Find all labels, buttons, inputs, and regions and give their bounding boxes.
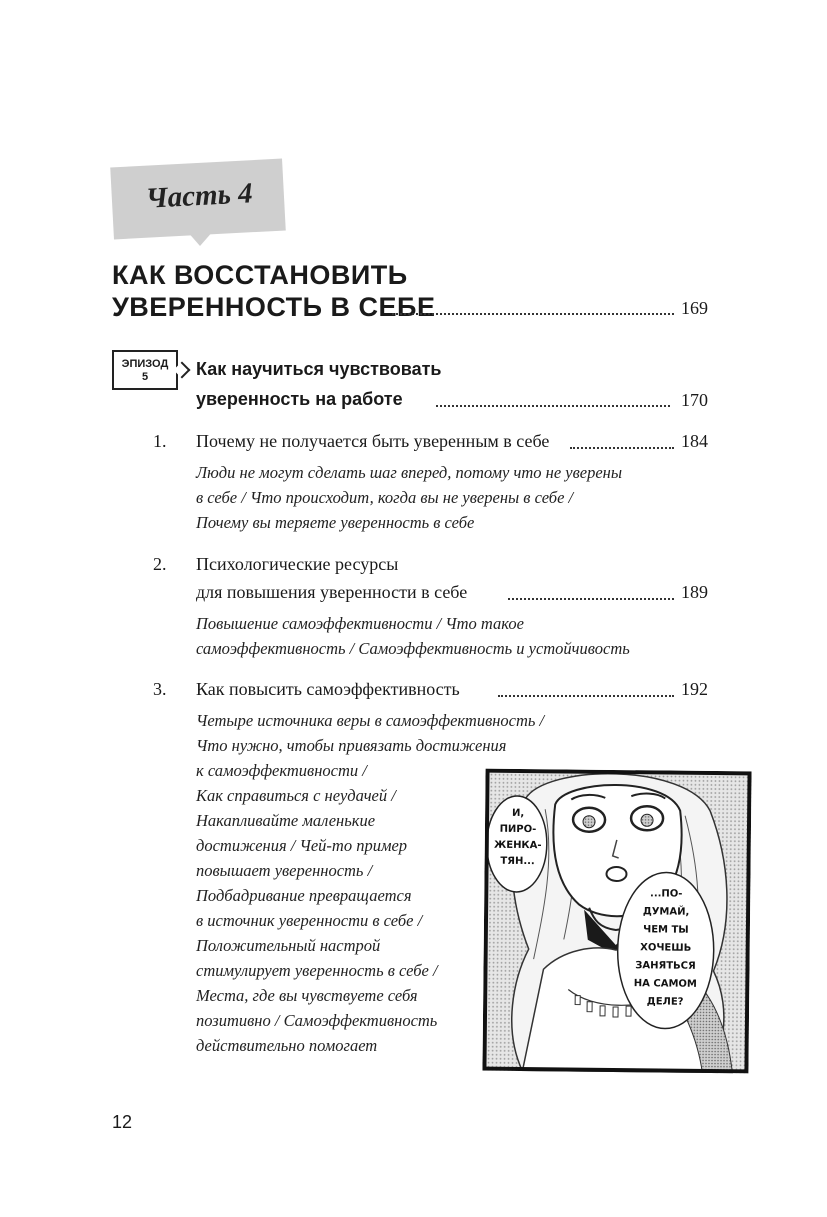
speech-bubble-left-line: ЖЕНКА- bbox=[493, 839, 542, 852]
speech-bubble-right-line: НА САМОМ bbox=[633, 978, 697, 990]
speech-bubble-left-line: ТЯН... bbox=[500, 855, 535, 868]
part-title-line-1: КАК ВОССТАНОВИТЬ bbox=[112, 260, 408, 290]
subtopic-line: к самоэффективности / bbox=[196, 761, 367, 780]
part-label: Часть 4 bbox=[145, 177, 254, 215]
subtopic-line: Четыре источника веры в самоэффективность / bbox=[196, 711, 545, 730]
subtopic-line: Повышение самоэффективности / Что такое bbox=[196, 614, 524, 633]
speech-bubble-right-line: ДУМАЙ, bbox=[642, 906, 690, 918]
toc-leader-dots bbox=[498, 695, 674, 697]
episode-title-line-1: Как научиться чувствовать bbox=[196, 359, 442, 379]
subtopic-line: позитивно / Самоэффективность bbox=[196, 1011, 438, 1030]
episode-title-line-2: уверенность на работе bbox=[196, 389, 403, 409]
episode-badge-label: ЭПИЗОД bbox=[121, 358, 169, 370]
subtopic-line: Как справиться с неудачей / bbox=[196, 786, 396, 805]
page-number: 12 bbox=[112, 1112, 133, 1132]
manga-panel-illustration bbox=[482, 769, 751, 1074]
speech-bubble-right-line: ЧЕМ ТЫ bbox=[643, 924, 689, 936]
subtopic-line: Люди не могут сделать шаг вперед, потому что не уверены bbox=[196, 463, 623, 482]
subtopic-line: Накапливайте маленькие bbox=[196, 811, 376, 830]
subtopic-line: повышает уверенность / bbox=[196, 861, 373, 880]
subtopic-line: достижения / Чей-то пример bbox=[196, 836, 408, 855]
item-2-title-line-2: для повышения уверенности в себе bbox=[196, 582, 468, 602]
toc-leader-dots bbox=[508, 598, 674, 600]
subtopic-line: самоэффективность / Самоэффективность и устойчивость bbox=[196, 639, 630, 658]
item-1-title: Почему не получается быть уверенным в себе bbox=[196, 431, 550, 451]
speech-bubble-right-line: ДЕЛЕ? bbox=[646, 996, 684, 1008]
toc-leader-dots bbox=[436, 405, 670, 407]
speech-bubble-right-line: ХОЧЕШЬ bbox=[640, 942, 692, 954]
speech-bubble-left-line: ПИРО- bbox=[499, 823, 537, 836]
subtopic-line: Подбадривание превращается bbox=[196, 886, 412, 905]
part-title-line-2: УВЕРЕННОСТЬ В СЕБЕ bbox=[112, 292, 436, 322]
item-3-title: Как повысить самоэффективность bbox=[196, 679, 460, 699]
item-3-page-number: 192 bbox=[681, 679, 708, 699]
item-2-page-number: 189 bbox=[681, 582, 708, 602]
subtopic-line: Почему вы теряете уверенность в себе bbox=[196, 513, 475, 532]
item-2-number: 2. bbox=[153, 554, 167, 574]
part-label-tag-tail bbox=[186, 230, 214, 246]
item-2-subtopics bbox=[196, 611, 630, 661]
subtopic-line: действительно помогает bbox=[196, 1036, 378, 1055]
toc-leader-dots bbox=[570, 447, 674, 449]
part-page-number: 169 bbox=[681, 298, 708, 318]
subtopic-line: в себе / Что происходит, когда вы не уверены в себе / bbox=[196, 488, 574, 507]
item-3-number: 3. bbox=[153, 679, 167, 699]
episode-page-number: 170 bbox=[681, 390, 708, 410]
episode-badge-number: 5 bbox=[141, 371, 149, 383]
item-1-number: 1. bbox=[153, 431, 167, 451]
subtopic-line: Места, где вы чувствуете себя bbox=[196, 986, 418, 1005]
item-2-title-line-1: Психологические ресурсы bbox=[196, 554, 399, 574]
episode-badge bbox=[112, 350, 178, 390]
subtopic-line: в источник уверенности в себе / bbox=[196, 911, 423, 930]
toc-leader-dots bbox=[392, 313, 674, 315]
speech-bubble-left-line: И, bbox=[511, 807, 525, 820]
subtopic-line: Что нужно, чтобы привязать достижения bbox=[196, 736, 507, 755]
subtopic-line: стимулирует уверенность в себе / bbox=[196, 961, 438, 980]
item-1-page-number: 184 bbox=[681, 431, 708, 451]
speech-bubble-right-line: ...ПО- bbox=[650, 888, 683, 900]
manga-panel bbox=[482, 769, 751, 1074]
item-1-subtopics bbox=[196, 460, 622, 535]
speech-bubble-right-line: ЗАНЯТЬСЯ bbox=[635, 960, 696, 972]
subtopic-line: Положительный настрой bbox=[196, 936, 381, 955]
